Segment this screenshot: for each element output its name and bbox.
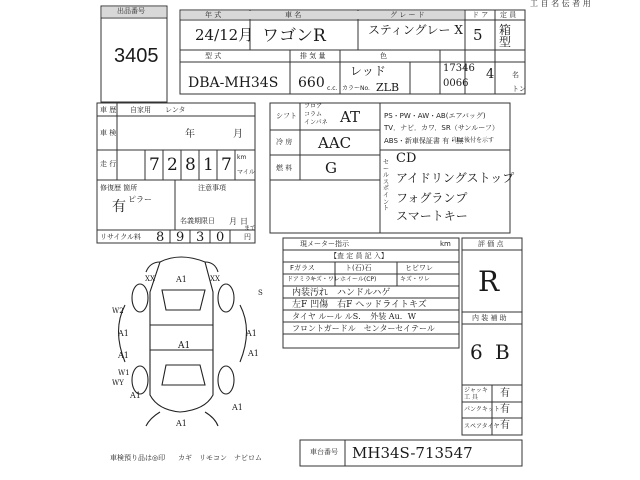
recycle-digit: 9 (176, 230, 185, 245)
damage-mark: A1 (248, 349, 259, 358)
options-line3: ABS・新車保証書 有・無 (384, 137, 464, 145)
chassis-value: MH34S-713547 (352, 444, 473, 462)
persons-unit: 名 (512, 71, 519, 79)
notes-label: 注意事項 (198, 184, 226, 192)
column-label: コラム (304, 111, 322, 118)
wheel-value: キズ・ワレ (400, 276, 430, 283)
ac-label: 冷 房 (276, 138, 293, 146)
ac-value: AAC (318, 134, 352, 152)
change-until: まで (244, 225, 257, 232)
damage-mark: W1 (118, 369, 130, 377)
name-label: 車 名 (285, 11, 302, 19)
inspection-note: フロントガードル センターセイテール (292, 324, 435, 333)
vehicle-cc: 660 (298, 75, 325, 91)
meter-unit: km (440, 240, 451, 248)
change-month: 月 (229, 217, 237, 226)
inspection-month: 月 (233, 129, 243, 140)
options-line1: PS・PW・AW・AB(エアバッグ) (384, 112, 486, 120)
damage-mark: A1 (232, 403, 243, 412)
vehicle-body: 箱型 (499, 23, 512, 49)
wheel-label: ホイール(CP) (340, 276, 377, 283)
cc-label: 排 気 量 (300, 52, 326, 60)
damage-mark: XX (210, 275, 220, 283)
recycle-label: リサイクル料 (100, 233, 142, 241)
mileage-label: 走 行 (100, 160, 117, 168)
diagram-center-note: A1 (178, 341, 191, 351)
vehicle-year: 24/12月 (195, 26, 254, 44)
change-label: 名義期限日 (180, 217, 215, 225)
mileage-digit: 1 (203, 155, 214, 175)
ton-unit: トン (512, 85, 526, 93)
inspection-label: 車 検 (100, 129, 117, 137)
repair-note: ピラー (128, 195, 152, 204)
vehicle-name: ワゴンR (262, 26, 326, 46)
damage-mark: A1 (176, 419, 187, 428)
interior-value: 6 (470, 340, 483, 364)
score-label: 評 価 点 (478, 240, 504, 248)
options-line2: TV．ナビ．カワ．SR（サンルーフ） (384, 124, 499, 132)
fuel-label: 燃 料 (276, 164, 293, 172)
lot-number: 3405 (114, 45, 159, 67)
damage-mark: A1 (246, 329, 257, 338)
spare-label: スペアタイヤ (464, 423, 500, 430)
chassis-label: 車台番号 (310, 448, 338, 456)
grade-label: グ レ ー ド (390, 11, 425, 19)
score-value: R (478, 265, 500, 298)
damage-mark: WY (112, 379, 124, 387)
owner-label: 工 自 名 伝 者 用 (530, 0, 591, 8)
recycle-digit: 0 (216, 230, 225, 245)
change-day: 日 (240, 217, 248, 226)
exterior-value: B (495, 340, 510, 364)
inspection-note: タイヤ ルール ルS． 外装 Au．W (292, 312, 416, 321)
type-label: 型 式 (205, 52, 222, 60)
sales-point: スマートキー (396, 209, 468, 223)
damage-mark: XX (145, 275, 155, 283)
repair-value: 有 (112, 199, 126, 215)
glass-value: ト(石)石 (345, 264, 372, 272)
inspection-note: 左F 凹傷 右F ヘッドライトキズ (292, 300, 427, 310)
vehicle-model: DBA-MH34S (188, 75, 279, 91)
vehicle-color: レッド (350, 64, 386, 78)
damage-mark: A1 (118, 351, 129, 360)
doormirror-label: ドアミラー (287, 276, 317, 283)
items-label: 車検預り品は◎印 (110, 454, 166, 462)
glass-label: Fガラス (290, 264, 315, 272)
vehicle-color-code: ZLB (376, 81, 400, 94)
items-list: カギ リモコン ナビロム (178, 454, 262, 462)
damage-mark: W2 (112, 307, 124, 315)
repair-label: 修復歴 箇所 (100, 184, 138, 192)
private-label: 自家用 (130, 106, 151, 114)
mileage-digit: 2 (167, 155, 178, 175)
fuel-value: G (325, 159, 337, 177)
vehicle-misc-top: 17346 (443, 63, 475, 74)
door-label: ド ア (472, 11, 489, 19)
history-label: 車 歴 (100, 106, 117, 114)
yen-label: 円 (244, 233, 251, 241)
color-no-label: カラーNo. (342, 85, 370, 92)
puncture-label: パンクキット (464, 406, 500, 413)
mile-label: マイル (237, 169, 255, 176)
mileage-digit: 7 (221, 155, 232, 175)
shift-value: AT (340, 108, 361, 126)
inspection-year: 年 (185, 129, 195, 140)
lot-label: 出品番号 (117, 7, 145, 15)
year-label: 年 式 (205, 11, 222, 19)
inspection-note: 内装汚れ ハンドルハゲ (292, 288, 391, 298)
after-note: 印は後付を示す (452, 137, 495, 144)
damage-mark: A1 (118, 329, 129, 338)
damage-mark: A1 (130, 391, 141, 400)
vehicle-capacity: 4 (486, 67, 495, 82)
vehicle-doors: 5 (473, 26, 483, 44)
cc-unit: c.c. (327, 85, 338, 92)
sales-label: セールスポイント (383, 159, 390, 213)
insta-label: インパネ (304, 119, 328, 126)
vehicle-grade: スティングレー X (368, 23, 463, 37)
sales-point: アイドリングストップ (396, 171, 515, 185)
color-label: 色 (380, 52, 387, 60)
jack-value: 有 (500, 388, 510, 399)
puncture-value: 有 (500, 404, 510, 415)
inspection-title: 【査 定 員 記 入】 (330, 252, 388, 260)
recycle-digit: 8 (156, 230, 165, 245)
jack-label: ジャッキ 工 具 (464, 387, 488, 401)
interior-label: 内 装 補 助 (472, 314, 507, 322)
damage-mark: S (258, 289, 263, 297)
sales-point: フォグランプ (396, 191, 468, 205)
recycle-digit: 3 (196, 230, 205, 245)
capacity-label: 定 員 (500, 11, 517, 19)
floor-label: フロア (304, 103, 323, 110)
rental-label: レンタ (165, 106, 186, 114)
vehicle-misc-bottom: 0066 (443, 78, 469, 89)
meter-label: 現メーター指示 (300, 240, 349, 248)
shift-label: シフト (276, 112, 297, 120)
crack-label: ヒビワレ (405, 264, 433, 272)
damage-mark: A1 (176, 275, 187, 284)
sales-point: CD (396, 151, 417, 166)
mileage-digit: 7 (149, 155, 160, 175)
mileage-digit: 8 (185, 155, 196, 175)
km-label: km (237, 154, 247, 161)
spare-value: 有 (500, 420, 510, 431)
doormirror-value: キズ・ワレ (310, 276, 340, 283)
